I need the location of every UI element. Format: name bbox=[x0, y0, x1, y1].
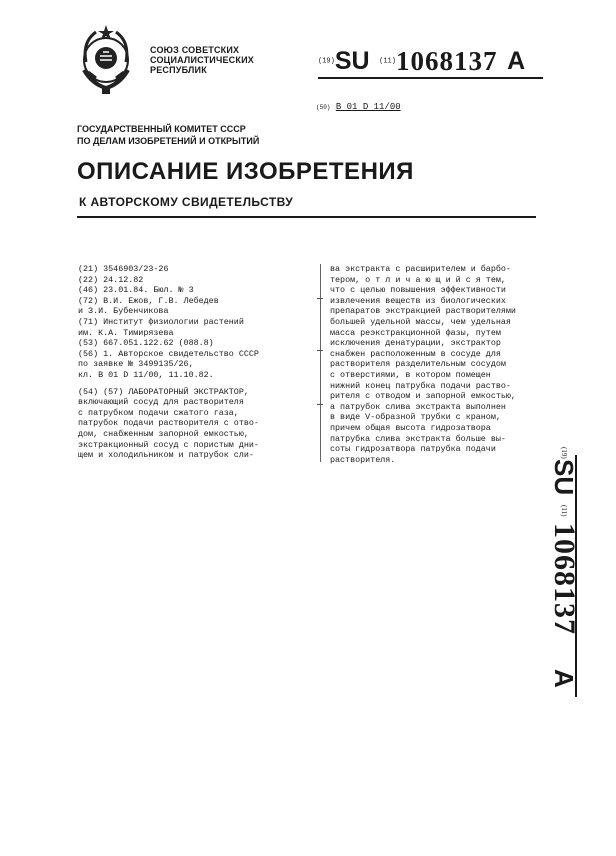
committee-line: ПО ДЕЛАМ ИЗОБРЕТЕНИЙ И ОТКРЫТИЙ bbox=[77, 136, 260, 146]
state-line: РЕСПУБЛИК bbox=[150, 65, 207, 75]
claim-line: исключения денатурации, экстрактор bbox=[330, 338, 501, 349]
claim-line: соты гидрозатвора патрубка подачи bbox=[330, 444, 496, 455]
state-emblem bbox=[76, 22, 136, 98]
biblio-line: (22) 24.12.82 bbox=[78, 274, 144, 285]
ipc-classification bbox=[316, 102, 401, 112]
committee-name bbox=[77, 123, 259, 147]
claim-line: с патрубком подачи сжатого газа, bbox=[78, 407, 239, 418]
claim-line: дом, снабженным запорной емкостью, bbox=[78, 428, 249, 439]
claim-line: щем и холодильником и патрубок сли- bbox=[78, 450, 254, 461]
claim-line: тером, о т л и ч а ю щ и й с я тем, bbox=[330, 274, 506, 285]
biblio-line: (21) 3546903/23-26 bbox=[78, 264, 169, 274]
document-title: ОПИСАНИЕ ИЗОБРЕТЕНИЯ bbox=[77, 158, 414, 185]
biblio-line: по заявке № 3499135/26, bbox=[78, 359, 194, 370]
vertical-patent-number bbox=[548, 447, 598, 697]
patent-number-block bbox=[318, 46, 525, 77]
biblio-line: кл. В 01 D 11/00, 11.10.82. bbox=[78, 369, 214, 380]
claim-text-left bbox=[78, 387, 318, 461]
kind-code: A bbox=[507, 47, 526, 75]
header-rule bbox=[77, 216, 536, 218]
claim-line: причем общая высота гидрозатвора bbox=[330, 422, 491, 433]
claim-line: большей удельной массы, чем удельная bbox=[330, 316, 511, 327]
claim-line: ва экстракта с расширителем и барбо- bbox=[330, 264, 511, 274]
right-column bbox=[330, 264, 545, 465]
claim-line: в виде V-образной трубки с краном, bbox=[330, 412, 501, 423]
ipc-class: В 01 D 11/00 bbox=[335, 102, 401, 112]
claim-line: растворителя. bbox=[330, 454, 396, 465]
claim-line: препаратов экстракцией растворителями bbox=[330, 306, 516, 317]
biblio-line: и З.И. Бубенчикова bbox=[78, 306, 169, 317]
biblio-line: (53) 667.051.122.62 (088.8) bbox=[78, 338, 214, 349]
state-line: СОЦИАЛИСТИЧЕСКИХ bbox=[150, 55, 254, 65]
claim-line: масса реэкстракционной фазы, путем bbox=[330, 327, 501, 338]
column-separator bbox=[320, 264, 321, 462]
claim-line: патрубка слива экстракта больше вы- bbox=[330, 433, 506, 444]
biblio-line: (56) 1. Авторское свидетельство СССР bbox=[78, 348, 259, 359]
issuing-state bbox=[150, 45, 254, 75]
patent-number-underline bbox=[318, 77, 543, 79]
claim-line: а патрубок слива экстракта выполнен bbox=[330, 401, 506, 412]
biblio-line: (46) 23.01.84. Бюл. № 3 bbox=[78, 285, 194, 296]
vertical-number: 1068137 bbox=[548, 523, 582, 635]
biblio-line: им. К.А. Тимирязева bbox=[78, 327, 174, 338]
left-column bbox=[78, 264, 318, 461]
claim-line: (54) (57) ЛАБОРАТОРНЫЙ ЭКСТРАКТОР, bbox=[78, 386, 249, 397]
separator-tick bbox=[317, 404, 323, 405]
state-line: СОЮЗ СОВЕТСКИХ bbox=[150, 45, 240, 55]
country-code: SU bbox=[334, 47, 370, 75]
inid-code-11: (11) bbox=[379, 57, 396, 66]
claim-line: с отверстиями, в котором помещен bbox=[330, 369, 491, 380]
bibliographic-data bbox=[78, 264, 318, 381]
claim-line: экстракционный сосуд с пористым дни- bbox=[78, 439, 259, 450]
claim-line: рителя с отводом и запорной емкостью, bbox=[330, 391, 516, 402]
vertical-inid-11: (11) bbox=[560, 505, 568, 517]
inid-code-19: (19) bbox=[318, 57, 335, 66]
vertical-country: SU bbox=[549, 459, 580, 496]
claim-line: включающий сосуд для растворителя bbox=[78, 397, 244, 408]
document-subtitle: К АВТОРСКОМУ СВИДЕТЕЛЬСТВУ bbox=[79, 195, 294, 209]
vertical-inid-19: (19) bbox=[560, 447, 568, 459]
separator-tick bbox=[317, 350, 323, 351]
biblio-line: (72) В.И. Ежов, Г.В. Лебедев bbox=[78, 295, 219, 306]
claim-line: снабжен расположенным в сосуде для bbox=[330, 348, 501, 359]
claim-line: извлечения веществ из биологических bbox=[330, 295, 506, 306]
claim-line: нижний конец патрубка подачи раство- bbox=[330, 380, 511, 391]
claim-line: что с целью повышения эффективности bbox=[330, 285, 506, 296]
claim-line: патрубок подачи растворителя с отво- bbox=[78, 418, 259, 429]
claim-line: растворителя разделительным сосудом bbox=[330, 359, 506, 370]
vertical-kind: A bbox=[549, 669, 580, 688]
patent-number: 1068137 bbox=[395, 46, 498, 76]
inid-code-50: (50) bbox=[316, 104, 331, 111]
separator-tick bbox=[317, 298, 323, 299]
committee-line: ГОСУДАРСТВЕННЫЙ КОМИТЕТ СССР bbox=[77, 124, 246, 134]
biblio-line: (71) Институт физиологии растений bbox=[78, 316, 244, 327]
